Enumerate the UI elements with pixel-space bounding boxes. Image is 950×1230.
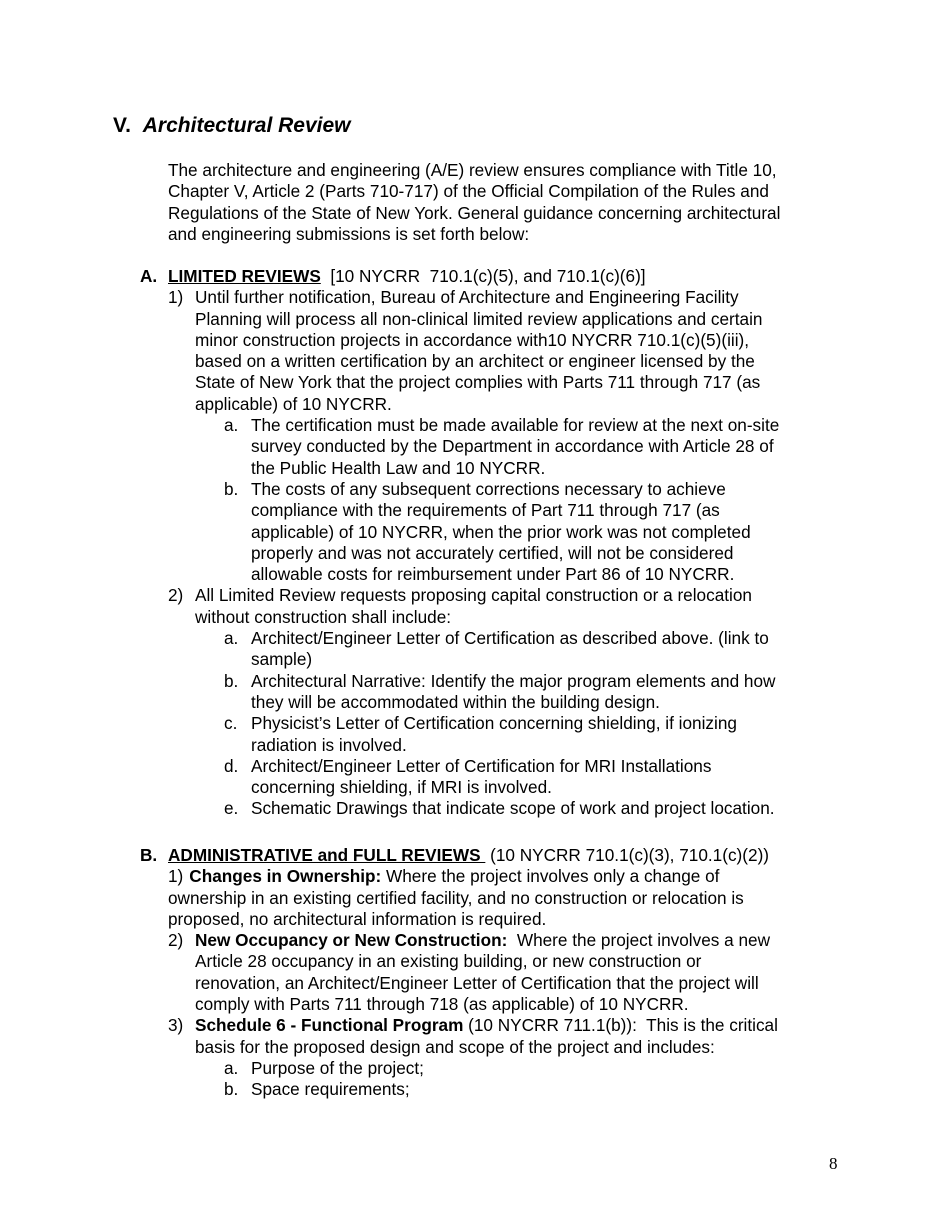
part-b-item-1 xyxy=(140,866,850,930)
item-line: (10 NYCRR 711.1(b)): This is the critical xyxy=(463,1015,778,1036)
sub-letter: e. xyxy=(224,798,239,819)
part-a-item-2-sub-d xyxy=(140,756,850,799)
item-line: Until further notification, Bureau of Architecture and Engineering Facility xyxy=(195,287,739,308)
part-a-label: LIMITED REVIEWS xyxy=(168,266,321,286)
item-line: comply with Parts 711 through 718 (as applicable) of 10 NYCRR. xyxy=(195,994,689,1015)
item-line: basis for the proposed design and scope of the project and includes: xyxy=(195,1036,715,1057)
intro-line: Chapter V, Article 2 (Parts 710-717) of the Official Compilation of the Rules and xyxy=(168,181,769,202)
sub-line: sample) xyxy=(251,649,313,670)
item-line: State of New York that the project complies with Parts 711 through 717 (as xyxy=(195,372,761,393)
sub-line: The costs of any subsequent corrections necessary to achieve xyxy=(251,478,726,499)
sub-line: they will be accommodated within the building design. xyxy=(251,691,660,712)
section-number: V. xyxy=(113,114,131,137)
sub-letter: b. xyxy=(224,478,239,499)
sub-letter: b. xyxy=(224,1079,239,1100)
sub-line: radiation is involved. xyxy=(251,734,407,755)
part-b-letter: B. xyxy=(140,845,158,865)
page-number: 8 xyxy=(829,1154,838,1173)
sub-line: Purpose of the project; xyxy=(251,1057,424,1078)
part-b-item-3-sub-b xyxy=(140,1079,850,1100)
item-line: All Limited Review requests proposing capital construction or a relocation xyxy=(195,585,752,606)
part-a-citation: [10 NYCRR 710.1(c)(5), and 710.1(c)(6)] xyxy=(320,266,646,286)
item-line: proposed, no architectural information is required. xyxy=(168,908,547,929)
sub-line: Architectural Narrative: Identify the major program elements and how xyxy=(251,670,776,691)
part-a-limited-reviews xyxy=(140,266,850,820)
sub-letter: b. xyxy=(224,670,239,691)
item-number: 3) xyxy=(168,1015,184,1036)
sub-letter: d. xyxy=(224,755,239,776)
sub-letter: c. xyxy=(224,713,238,734)
item-bold-label: Changes in Ownership: xyxy=(189,866,382,887)
intro-paragraph xyxy=(168,160,848,245)
item-number: 1) xyxy=(168,866,184,887)
part-a-item-1-sub-b xyxy=(140,479,850,585)
section-heading xyxy=(113,113,351,139)
sub-line: concerning shielding, if MRI is involved. xyxy=(251,777,552,798)
part-a-item-2-sub-e xyxy=(140,798,850,819)
part-a-item-1-sub-a xyxy=(140,415,850,479)
sub-line: survey conducted by the Department in accordance with Article 28 of xyxy=(251,436,774,457)
sub-line: Schematic Drawings that indicate scope of work and project location. xyxy=(251,798,775,819)
item-number: 1) xyxy=(168,287,184,308)
sub-line: Architect/Engineer Letter of Certification as described above. (link to xyxy=(251,628,769,649)
sub-line: applicable) of 10 NYCRR, when the prior work was not completed xyxy=(251,521,751,542)
part-b-item-3 xyxy=(140,1015,850,1058)
item-line: applicable) of 10 NYCRR. xyxy=(195,393,392,414)
item-line: Where the project involves a new xyxy=(507,930,771,951)
part-b-citation: (10 NYCRR 710.1(c)(3), 710.1(c)(2)) xyxy=(485,845,770,865)
item-line: Article 28 occupancy in an existing building, or new construction or xyxy=(195,951,702,972)
item-bold-label: New Occupancy or New Construction: xyxy=(195,930,508,951)
item-number: 2) xyxy=(168,930,184,951)
sub-line: The certification must be made available for review at the next on-site xyxy=(251,415,780,436)
part-a-heading xyxy=(140,266,850,287)
item-line: Planning will process all non-clinical limited review applications and certain xyxy=(195,308,763,329)
part-b-item-2 xyxy=(140,930,850,1015)
item-bold-label: Schedule 6 - Functional Program xyxy=(195,1015,464,1036)
part-b-label: ADMINISTRATIVE and FULL REVIEWS xyxy=(168,845,486,865)
item-line: based on a written certification by an architect or engineer licensed by the xyxy=(195,351,755,372)
part-a-item-2-sub-a xyxy=(140,628,850,671)
item-line: ownership in an existing certified facility, and no construction or relocation is xyxy=(168,887,744,908)
part-b-item-3-sub-a xyxy=(140,1058,850,1079)
part-a-item-1 xyxy=(140,287,850,415)
sub-line: Architect/Engineer Letter of Certification for MRI Installations xyxy=(251,755,712,776)
item-number: 2) xyxy=(168,585,184,606)
sub-line: properly and was not accurately certified, will not be considered xyxy=(251,542,734,563)
sub-letter: a. xyxy=(224,628,239,649)
part-b-administrative-full-reviews xyxy=(140,845,850,1101)
sub-line: compliance with the requirements of Part 711 through 717 (as xyxy=(251,500,720,521)
part-b-heading xyxy=(140,845,850,866)
section-title: Architectural Review xyxy=(142,114,351,137)
sub-letter: a. xyxy=(224,415,239,436)
item-line: without construction shall include: xyxy=(195,606,452,627)
item-line: renovation, an Architect/Engineer Letter of Certification that the project will xyxy=(195,972,759,993)
sub-line: the Public Health Law and 10 NYCRR. xyxy=(251,457,546,478)
part-a-letter: A. xyxy=(140,266,158,286)
intro-line: and engineering submissions is set forth below: xyxy=(168,223,530,244)
part-a-item-2 xyxy=(140,585,850,628)
item-line: Where the project involves only a change of xyxy=(381,866,720,887)
sub-line: Physicist’s Letter of Certification concerning shielding, if ionizing xyxy=(251,713,737,734)
sub-letter: a. xyxy=(224,1057,239,1078)
sub-line: allowable costs for reimbursement under Part 86 of 10 NYCRR. xyxy=(251,564,735,585)
sub-line: Space requirements; xyxy=(251,1079,410,1100)
intro-line: Regulations of the State of New York. General guidance concerning architectural xyxy=(168,202,781,223)
part-a-item-2-sub-b xyxy=(140,671,850,714)
part-a-item-2-sub-c xyxy=(140,713,850,756)
intro-line: The architecture and engineering (A/E) review ensures compliance with Title 10, xyxy=(168,160,777,180)
item-line: minor construction projects in accordance with10 NYCRR 710.1(c)(5)(iii), xyxy=(195,329,750,350)
